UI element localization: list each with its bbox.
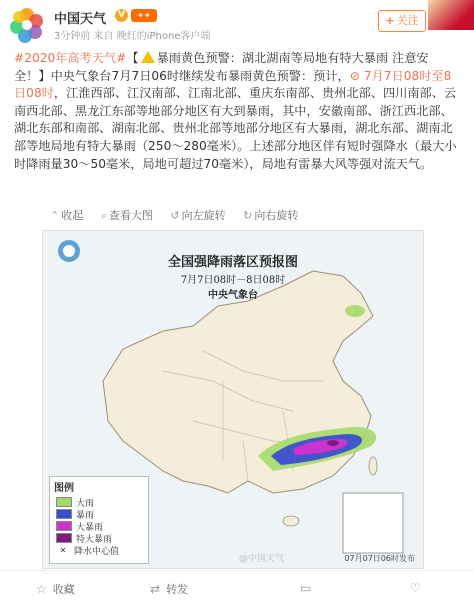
- legend-swatch: [56, 521, 72, 531]
- verified-badge-icon: V: [115, 9, 128, 22]
- rotate-left-label: 向左旋转: [181, 209, 226, 222]
- rotate-right-label: 向右旋转: [254, 209, 299, 222]
- bracket-close: 】: [38, 68, 51, 83]
- like-icon: ♡: [410, 581, 421, 595]
- comment-icon: ▭: [300, 581, 312, 595]
- like-button[interactable]: [410, 581, 427, 595]
- post-meta: 3分钟前 来自 晚红的iPhone客户端: [54, 31, 211, 42]
- center-marker-icon: ✕: [59, 545, 67, 555]
- repost-label: 转发: [166, 583, 189, 596]
- legend-item: [50, 532, 148, 544]
- favorite-icon: ☆: [36, 582, 47, 596]
- zoom-icon: ⌕: [100, 209, 107, 222]
- legend-swatch: [56, 509, 72, 519]
- legend-label: 降水中心值: [74, 546, 120, 557]
- body-part1: 中央气象台7月7日06时继续发布暴雨黄色预警：预计，: [50, 68, 350, 83]
- legend-label: 特大暴雨: [76, 534, 113, 545]
- collapse-button[interactable]: [50, 209, 83, 222]
- body-part2: ，江淮西部、江汉南部、江南北部、重庆东南部、贵州北部、四川南部、云南西北部、黑龙江东部等地部分地区有大到暴雨，其中，安徽南部、浙江西北部、湖北东部和南部、湖南北部、贵州北部等地部分地区有大暴雨，湖北东部、湖南北部等地局地有特大暴雨（250～280毫米）。上述部分地区伴有短时强降水（最大小时降雨量30～50毫米，局地可超过70毫米），局地有雷暴大风等强对流天气。: [14, 86, 457, 171]
- collapse-label: 收起: [61, 209, 84, 222]
- legend-label: 暴雨: [76, 510, 95, 521]
- member-badge-icon: ✦✦: [131, 9, 157, 22]
- warning-icon: [141, 51, 155, 63]
- post-text: [14, 50, 460, 173]
- legend-swatch: [56, 533, 72, 543]
- header-decoration: [428, 0, 474, 30]
- favorite-label: 收藏: [52, 583, 75, 596]
- headline: 暴雨黄色预警：湖北湖南等局地有特大暴雨 注意安全！: [14, 51, 429, 83]
- repost-button[interactable]: [150, 581, 188, 597]
- legend-label: 大雨: [76, 498, 95, 509]
- map-org: 中央气象台: [208, 290, 258, 301]
- map-subtitle: 7月7日08时－8日08时: [180, 275, 286, 286]
- legend-item: [50, 496, 148, 508]
- rotate-left-button[interactable]: [170, 209, 225, 222]
- avatar[interactable]: [8, 6, 46, 44]
- location-pin-icon: ⊘: [349, 68, 364, 83]
- rotate-left-icon: ↺: [170, 209, 180, 222]
- time-link[interactable]: 7月7日08时至8日08时: [14, 68, 452, 101]
- image-actions: [50, 207, 312, 223]
- view-large-button[interactable]: [101, 209, 153, 222]
- map-legend: [49, 476, 149, 564]
- rain-forecast-map[interactable]: [42, 230, 424, 569]
- map-watermark: @中国天气: [239, 554, 285, 564]
- post-header: [0, 0, 474, 50]
- legend-title: 图例: [54, 483, 74, 494]
- legend-item: [50, 544, 148, 556]
- weather-logo-icon: [8, 6, 46, 44]
- username[interactable]: 中国天气: [54, 12, 107, 27]
- legend-item: [50, 520, 148, 532]
- post-footer: [0, 570, 474, 606]
- follow-button[interactable]: [378, 10, 426, 32]
- legend-label: 大暴雨: [76, 522, 104, 533]
- plus-icon: +: [385, 14, 395, 27]
- rotate-right-icon: ↻: [243, 209, 253, 222]
- view-large-label: 查看大图: [108, 209, 153, 222]
- follow-label: 关注: [396, 14, 419, 27]
- comment-button[interactable]: [300, 581, 317, 595]
- legend-swatch: [56, 497, 72, 507]
- collapse-icon: ⌃: [50, 209, 60, 222]
- map-title: 全国强降雨落区预报图: [167, 255, 298, 270]
- favorite-button[interactable]: [36, 581, 75, 597]
- hashtag-link[interactable]: #2020年高考天气#: [14, 51, 127, 65]
- bracket-open: 【: [126, 51, 139, 65]
- repost-icon: ⇄: [150, 582, 161, 596]
- legend-item: [50, 508, 148, 520]
- rotate-right-button[interactable]: [243, 209, 298, 222]
- map-issue-date: 07月07日06时发布: [344, 554, 415, 563]
